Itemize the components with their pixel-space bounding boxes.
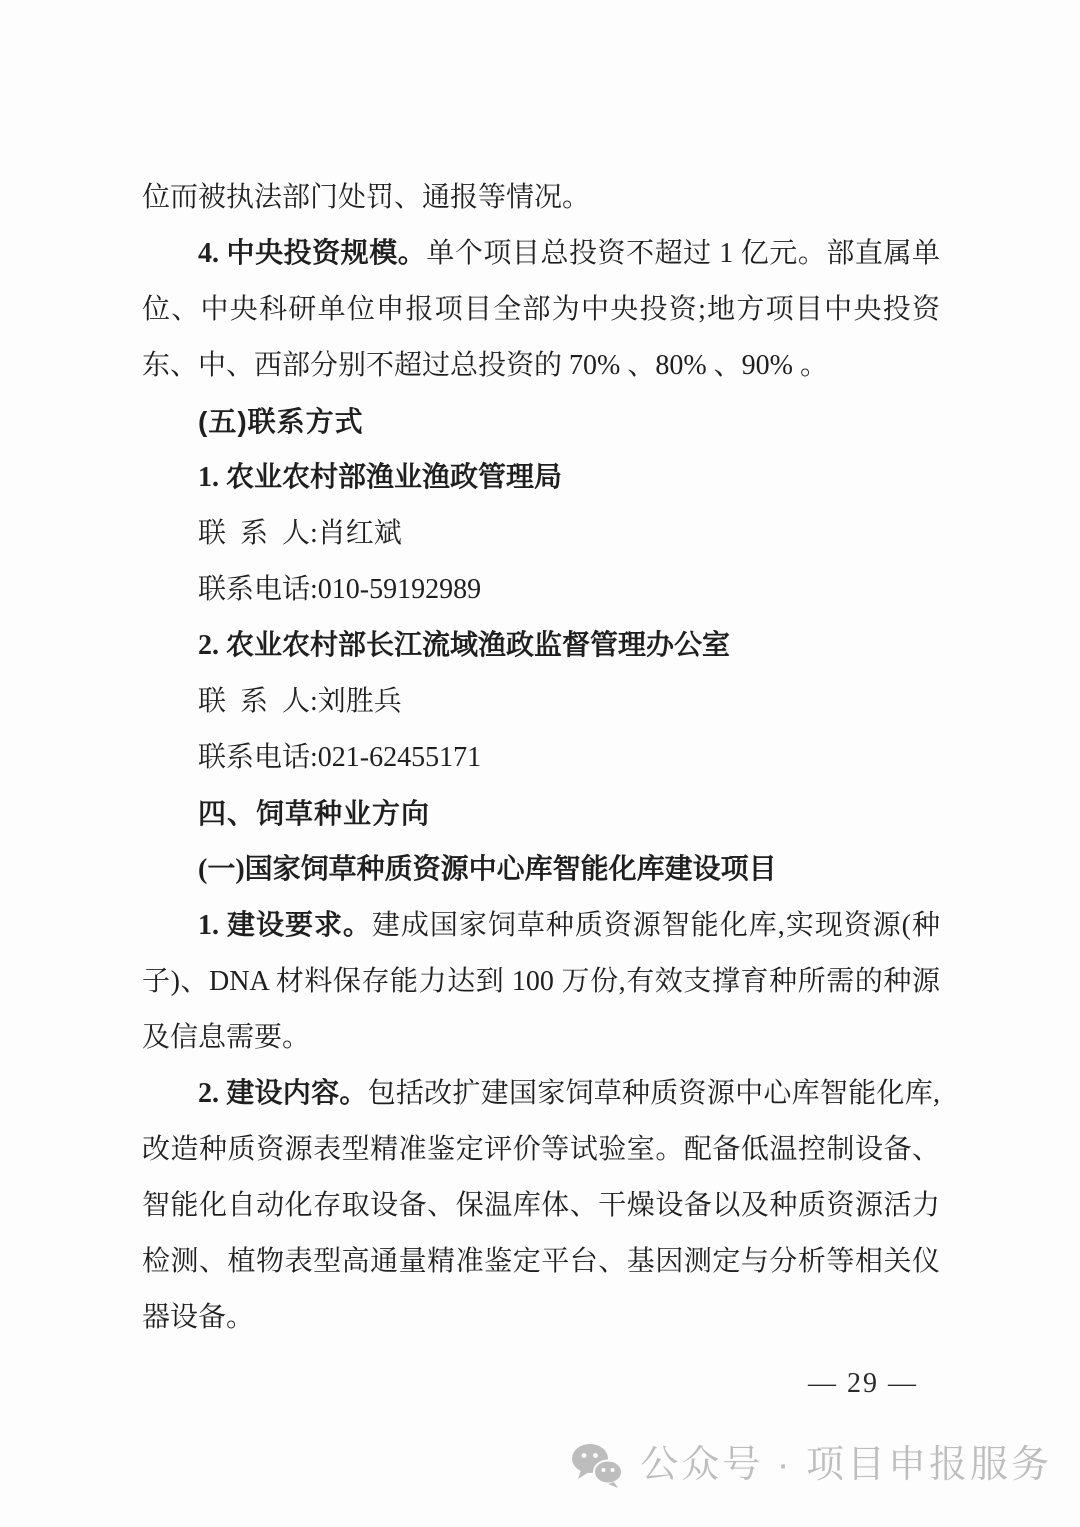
paragraph-text: 建成国家饲草种质资源智能化库,实现资源(种子)、DNA 材料保存能力达到 100 万份,有效支撑育种所需的种源及信息需要。 (142, 910, 940, 1053)
paragraph-lead: (一)国家饲草种质资源中心库智能化库建设项目 (198, 854, 777, 885)
paragraph-text: 联 系 人:刘胜兵 (198, 686, 402, 717)
paragraph-text: 联 系 人:肖红斌 (198, 518, 402, 549)
section-heading (142, 842, 940, 898)
paragraph-text: 联系电话:021-62455171 (198, 742, 482, 773)
contact-phone-line (142, 562, 940, 618)
paragraph (142, 1066, 940, 1346)
paragraph-lead: 四、饲草种业方向 (198, 798, 431, 829)
paragraph-text: 包括改扩建国家饲草种质资源中心库智能化库,改造种质资源表型精准鉴定评价等试验室。配备低温控制设备、智能化自动化存取设备、保温库体、干燥设备以及种质资源活力检测、植物表型高通量精准鉴定平台、基因测定与分析等相关仪器设备。 (142, 1078, 940, 1333)
paragraph-lead: 2. 建设内容。 (198, 1078, 368, 1109)
watermark (570, 1442, 1052, 1488)
paragraph (142, 170, 940, 226)
paragraph-lead: 2. 农业农村部长江流域渔政监督管理办公室 (198, 630, 731, 661)
paragraph (142, 898, 940, 1066)
contact-phone-line (142, 730, 940, 786)
paragraph-text: 单个项目总投资不超过 1 亿元。部直属单位、中央科研单位申报项目全部为中央投资;地方项目中央投资东、中、西部分别不超过总投资的 70% 、80% 、90% 。 (142, 238, 940, 381)
paragraph-lead: 1. 农业农村部渔业渔政管理局 (198, 462, 563, 493)
document-body (142, 170, 940, 1346)
org-heading (142, 450, 940, 506)
section-heading (142, 394, 940, 450)
watermark-label: 公众号 · 项目申报服务 (640, 1444, 1052, 1486)
paragraph-lead: 1. 建设要求。 (198, 910, 372, 941)
paragraph-text: 位而被执法部门处罚、通报等情况。 (142, 182, 591, 213)
chapter-heading (142, 786, 940, 842)
paragraph-lead: (五)联系方式 (198, 406, 364, 437)
paragraph-text: 联系电话:010-59192989 (198, 574, 482, 605)
contact-person-line (142, 674, 940, 730)
contact-person-line (142, 506, 940, 562)
wechat-icon (570, 1442, 624, 1488)
org-heading (142, 618, 940, 674)
paragraph (142, 226, 940, 394)
page-number: — 29 — (808, 1368, 918, 1399)
paragraph-lead: 4. 中央投资规模。 (198, 238, 427, 269)
